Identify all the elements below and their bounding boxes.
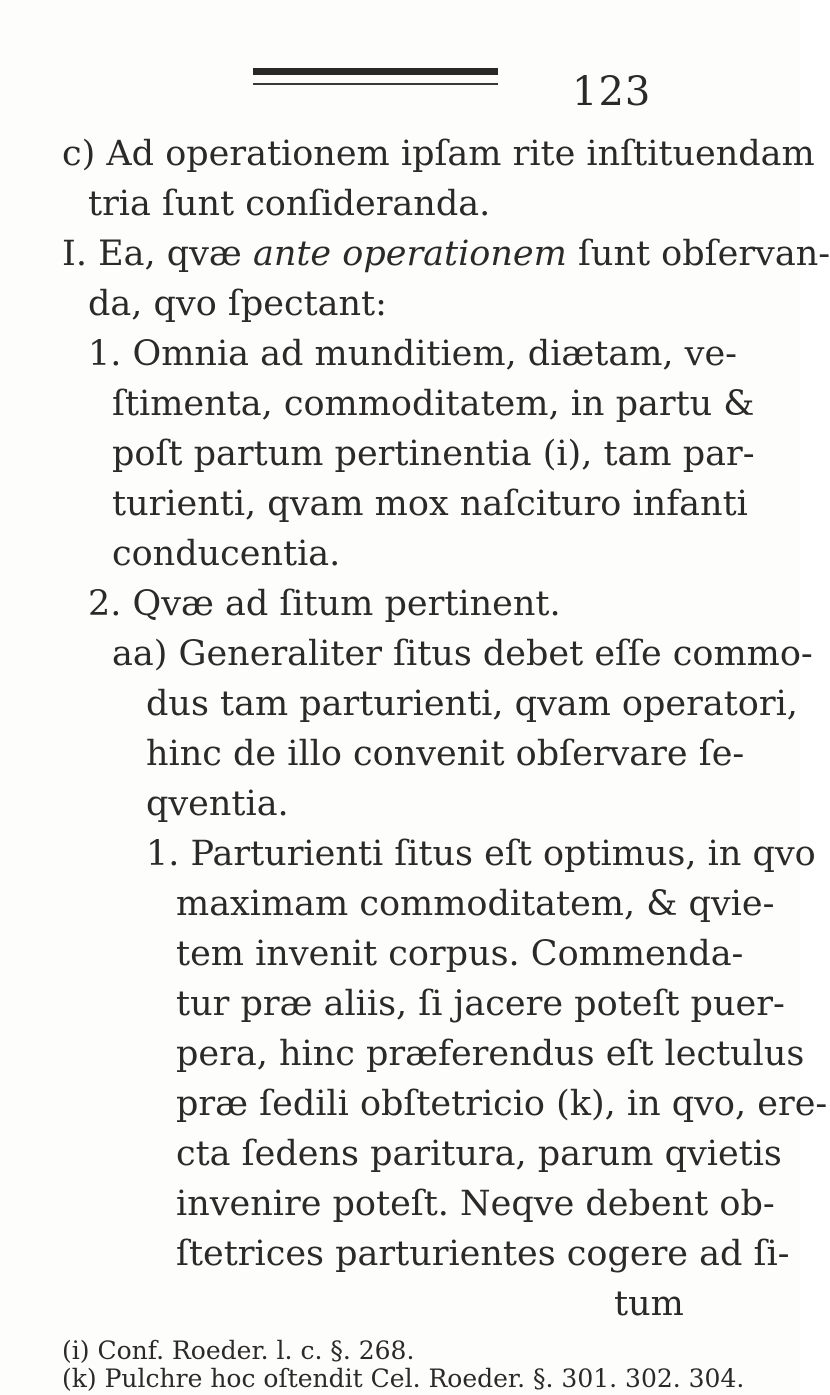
text-line: poſt partum pertinentia (i), tam par- <box>112 434 755 474</box>
text-line: cta ſedens paritura, parum qvietis <box>176 1134 782 1174</box>
text-line: tem invenit corpus. Commenda- <box>176 934 744 974</box>
text-line: 1. Omnia ad munditiem, diætam, ve- <box>88 334 737 374</box>
text-line-heading <box>62 232 830 276</box>
catchword: tum <box>614 1284 684 1324</box>
text-line: præ ſedili obſtetricio (k), in qvo, ere- <box>176 1084 828 1124</box>
text-line: ſtetrices parturientes cogere ad ſi- <box>176 1234 790 1274</box>
text-line: turienti, qvam mox naſcituro infanti <box>112 484 748 524</box>
page-number: 123 <box>572 69 652 115</box>
text-line: pera, hinc præferendus eſt lectulus <box>176 1034 805 1074</box>
text-line: aa) Generaliter ſitus debet eſſe commo- <box>112 634 813 674</box>
text-line: 1. Parturienti ſitus eſt optimus, in qvo <box>146 834 816 874</box>
footnote: (k) Pulchre hoc oſtendit Cel. Roeder. §. 301. 302. 304. <box>62 1364 745 1393</box>
text-line: da, qvo ſpectant: <box>88 284 387 324</box>
text-line: dus tam parturienti, qvam operatori, <box>146 684 798 724</box>
header-rule <box>253 68 498 75</box>
text-line: maximam commoditatem, & qvie- <box>176 884 775 924</box>
text-segment: ſunt obſervan- <box>566 234 830 274</box>
text-line: hinc de illo convenit obſervare ſe- <box>146 734 745 774</box>
text-line: c) Ad operationem ipſam rite inſtituendam <box>62 134 815 174</box>
footnote: (i) Conf. Roeder. l. c. §. 268. <box>62 1336 415 1365</box>
text-line: invenire poteſt. Neqve debent ob- <box>176 1184 775 1224</box>
emphasized-text: ante operationem <box>252 234 567 274</box>
text-segment: I. Ea, qvæ <box>62 234 253 274</box>
text-line: 2. Qvæ ad ſitum pertinent. <box>88 584 561 624</box>
header-rule-thin <box>253 83 498 85</box>
text-line: tur præ aliis, ſi jacere poteſt puer- <box>176 984 785 1024</box>
text-line: qventia. <box>146 784 289 824</box>
text-line: conducentia. <box>112 534 341 574</box>
text-line: ſtimenta, commoditatem, in partu & <box>112 384 755 424</box>
text-line: tria ſunt conſideranda. <box>88 184 491 224</box>
